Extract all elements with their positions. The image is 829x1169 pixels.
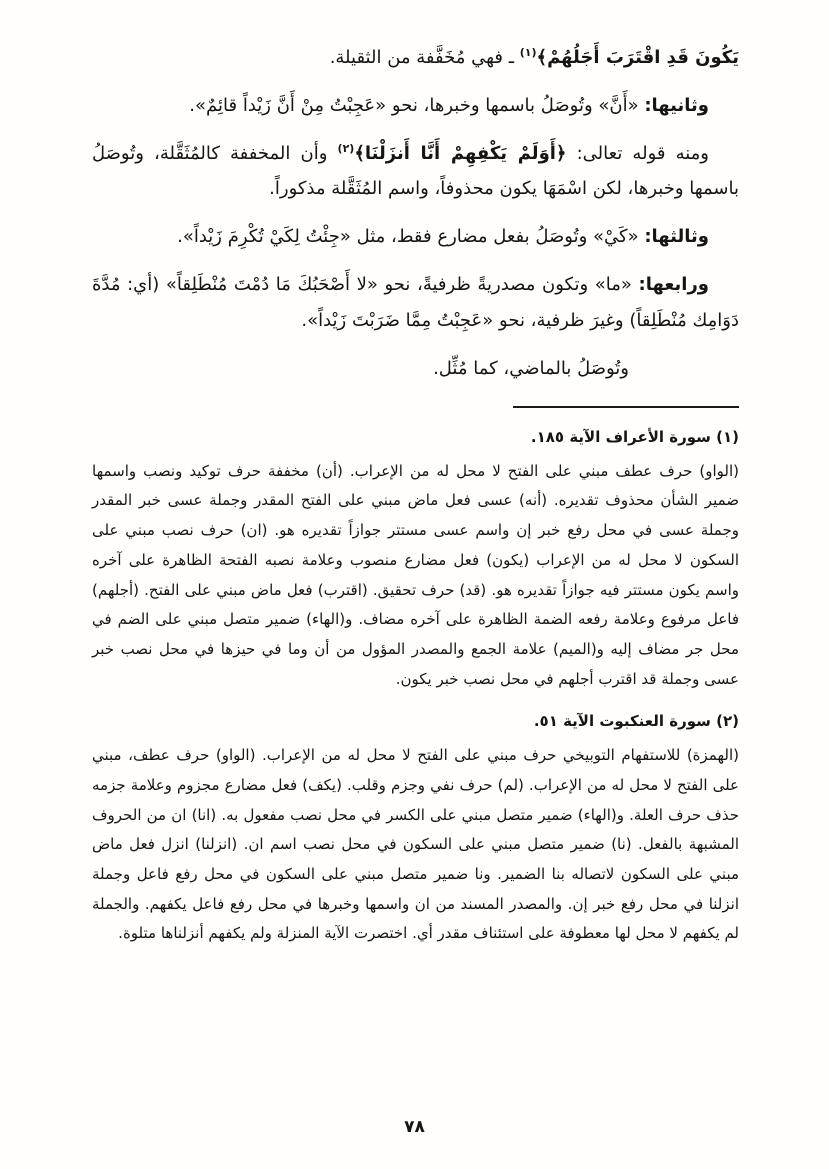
- paragraph-text: «كَيْ» وتُوصَلُ بفعل مضارع فقط، مثل «جِئْتُ لِكَيْ تُكْرِمَ زَيْداً».: [177, 226, 645, 248]
- paragraph: [92, 40, 739, 75]
- footnote-marker-2: (٢): [337, 142, 355, 156]
- paragraph-text: ـ فهي مُخَفَّفة من الثقيلة.: [329, 47, 520, 68]
- footnote-body-1: (الواو) حرف عطف مبني على الفتح لا محل له من الإعراب. (أن) مخففة حرف توكيد ونصب واسمها ضمير الشأن محذوف تقديره. (أنه) عسى فعل ماض مبني على الفتح المقدر وجملة عسى خبر المقدر وجملة عسى في محل رفع خبر إن واسم عسى مستتر جوازاً تقديره هو. (ان) حرف نصب مبني على السكون لا محل له من الإعراب (يكون) فعل مضارع منصوب وعلامة نصبه الفتحة الظاهرة على آخره واسم يكون مستتر فيه جوازاً تقديره هو. (قد) حرف تحقيق. (اقترب) فعل ماض مبني على الفتح. (أجلهم) فاعل مرفوع وعلامة رفعه الضمة الظاهرة على آخره مضاف. و(الهاء) ضمير متصل مبني على الضم في محل جر مضاف إليه و(الميم) علامة الجمع والمصدر المؤول من أن وما في حيزها في محل نصب خبر عسى وجملة قد اقترب أجلهم في محل نصب خبر يكون.: [92, 461, 739, 688]
- page-number: ٧٨: [404, 1117, 425, 1137]
- footnote-body-2: (الهمزة) للاستفهام التوبيخي حرف مبني على الفتح لا محل له من الإعراب. (الواو) حرف عطف، مبني على الفتح لا محل له من الإعراب. (لم) حرف نفي وجزم وقلب. (يكف) فعل مضارع مجزوم وعلامة جزمه حذف حرف العلة. و(الهاء) ضمير متصل مبني على الكسر في محل نصب مفعول به. (انا) ان من الحروف المشبهة بالفعل. (نا) ضمير متصل مبني على السكون في محل نصب اسم ان. (انزلنا) انزل فعل ماض مبني على السكون لاتصاله بنا الضمير. ونا ضمير متصل مبني على السكون في محل رفع فاعل وجملة انزلنا في محل رفع خبر إن. والمصدر المسند من ان واسمها وخبرها في محل رفع فاعل يكفهم. والجملة لم يكفهم لا محل لها معطوفة على استئناف مقدر أي. اختصرت الآية المنزلة ولم يكفهم أنزلناها متلوة.: [92, 746, 739, 943]
- quran-quote: ﴿أَوَلَمْ يَكْفِهِمْ أَنَّا أَنزَلْنَا﴾: [354, 143, 567, 165]
- paragraph-lead: ورابعها:: [638, 274, 709, 296]
- paragraph-lead: وثانيها:: [644, 95, 709, 117]
- footnote-marker-1: (١): [519, 46, 537, 59]
- paragraph-lead: وثالثها:: [644, 226, 709, 248]
- paragraph: [92, 219, 739, 254]
- closing-line: [92, 351, 739, 386]
- footnote-separator: [513, 406, 739, 408]
- footnotes-section: [92, 424, 739, 949]
- paragraph-text: «أَنَّ» وتُوصَلُ باسمها وخبرها، نحو «عَجِبْتُ مِنْ أَنَّ زَيْداً قائِمٌ».: [189, 95, 645, 117]
- footnote-source-2: (٢) سورة العنكبوت الآية ٥١.: [533, 712, 739, 731]
- quran-quote: يَكُونَ قَدِ اقْتَرَبَ أَجَلُهُمْ﴾: [536, 47, 739, 68]
- main-text: [92, 40, 739, 386]
- paragraph-pre: ومنه قوله تعالى:: [566, 143, 709, 165]
- paragraph-text: وأن المخففة كالمُثَقَّلة، وتُوصَلُ باسمها وخبرها، لكن اسْمَهَا يكون محذوفاً، واسم المُثَقَّلة مذكوراً.: [92, 143, 739, 200]
- paragraph-text: «ما» وتكون مصدريةً ظرفيةً، نحو «لا أَصْحَبُكَ مَا دُمْتَ مُنْطَلِقاً» (أي: مُدَّةَ دَوَامِك مُنْطَلِقاً) وغيرَ ظرفية، نحو «عَجِبْتُ مِمَّا ضَرَبْتَ زَيْداً».: [92, 274, 739, 331]
- paragraph: [92, 267, 739, 337]
- paragraph: [92, 88, 739, 123]
- paragraph-text: وتُوصَلُ بالماضي، كما مُثِّل.: [433, 357, 629, 379]
- paragraph: [92, 136, 739, 206]
- footnote-source-1: (١) سورة الأعراف الآية ١٨٥.: [530, 427, 739, 446]
